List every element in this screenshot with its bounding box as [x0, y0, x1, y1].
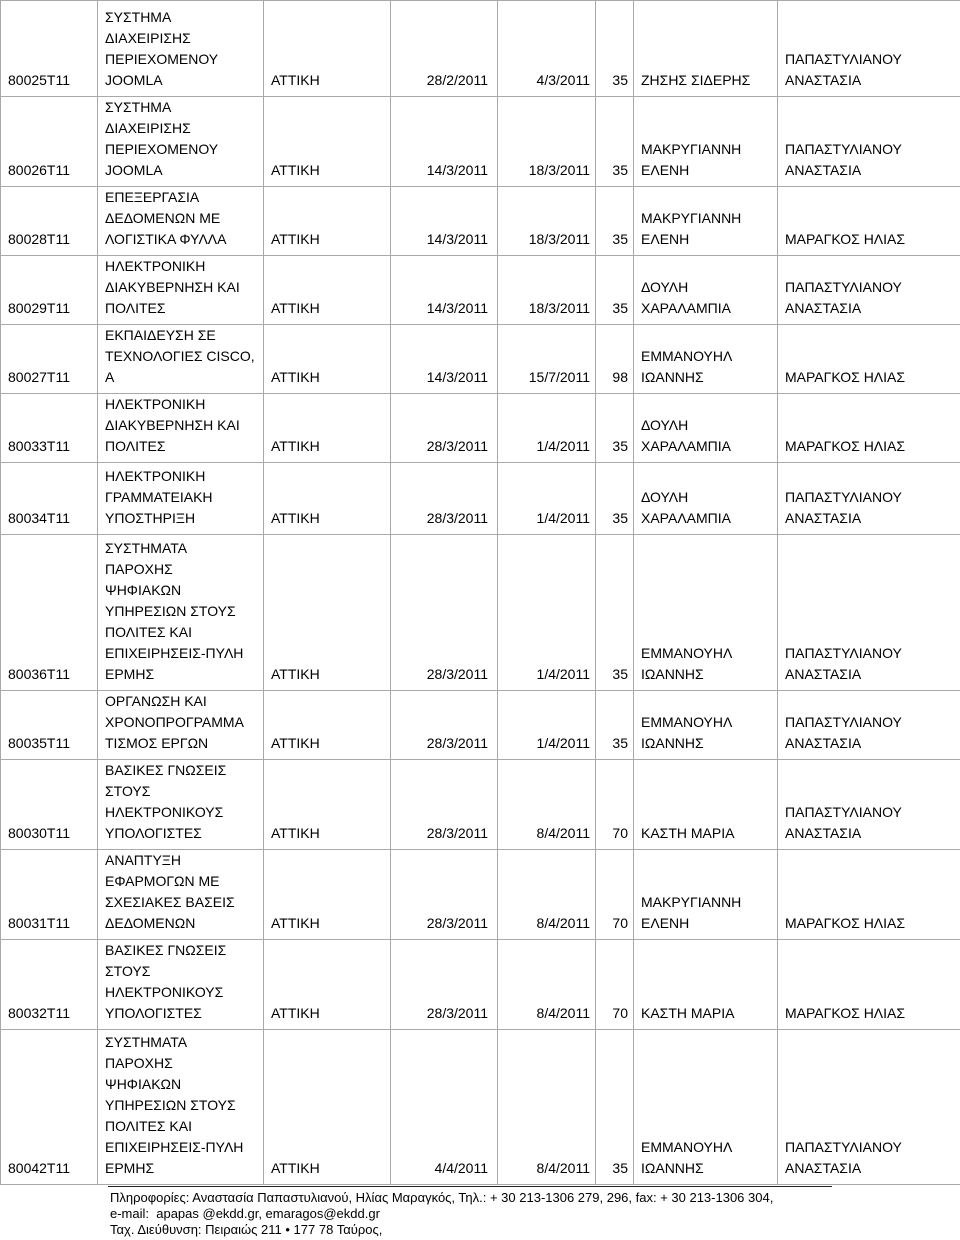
end-date-cell: 8/4/2011: [498, 850, 596, 940]
start-date-cell: 14/3/2011: [391, 256, 498, 325]
course-code-cell: 80035Τ11: [1, 691, 98, 760]
trainer-cell: ΔΟΥΛΗ ΧΑΡΑΛΑΜΠΙΑ: [634, 394, 778, 463]
trainer-cell: ΖΗΣΗΣ ΣΙΔΕΡΗΣ: [634, 1, 778, 97]
start-date-cell: 14/3/2011: [391, 187, 498, 256]
responsible-cell: ΠΑΠΑΣΤΥΛΙΑΝΟΥ ΑΝΑΣΤΑΣΙΑ: [778, 1030, 960, 1185]
table-row: [1, 463, 960, 535]
start-date-cell: 14/3/2011: [391, 325, 498, 394]
start-date-cell: 28/3/2011: [391, 850, 498, 940]
region-cell: ΑΤΤΙΚΗ: [264, 691, 391, 760]
trainer-cell: ΚΑΣΤΗ ΜΑΡΙΑ: [634, 940, 778, 1030]
responsible-cell: ΜΑΡΑΓΚΟΣ ΗΛΙΑΣ: [778, 850, 960, 940]
region-cell: ΑΤΤΙΚΗ: [264, 850, 391, 940]
table-row: [1, 256, 960, 325]
trainer-cell: ΕΜΜΑΝΟΥΗΛ ΙΩΑΝΝΗΣ: [634, 691, 778, 760]
region-cell: ΑΤΤΙΚΗ: [264, 463, 391, 535]
responsible-cell: ΠΑΠΑΣΤΥΛΙΑΝΟΥ ΑΝΑΣΤΑΣΙΑ: [778, 760, 960, 850]
table-row: [1, 535, 960, 691]
hours-cell: 35: [596, 187, 634, 256]
table-row: [1, 325, 960, 394]
footer-email-line: e-mail: apapas @ekdd.gr, emaragos@ekdd.gr: [110, 1206, 380, 1221]
course-code-cell: 80034Τ11: [1, 463, 98, 535]
table-row: [1, 97, 960, 187]
table-row: [1, 691, 960, 760]
end-date-cell: 8/4/2011: [498, 1030, 596, 1185]
course-code-cell: 80025Τ11: [1, 1, 98, 97]
trainer-cell: ΜΑΚΡΥΓΙΑΝΝΗ ΕΛΕΝΗ: [634, 97, 778, 187]
course-code-cell: 80042Τ11: [1, 1030, 98, 1185]
start-date-cell: 14/3/2011: [391, 97, 498, 187]
hours-cell: 35: [596, 535, 634, 691]
table-row: [1, 187, 960, 256]
course-title-cell: ΣΥΣΤΗΜΑ ΔΙΑΧΕΙΡΙΣΗΣ ΠΕΡΙΕΧΟΜΕΝΟΥ JOOMLA: [98, 97, 264, 187]
start-date-cell: 4/4/2011: [391, 1030, 498, 1185]
responsible-cell: ΜΑΡΑΓΚΟΣ ΗΛΙΑΣ: [778, 187, 960, 256]
start-date-cell: 28/3/2011: [391, 691, 498, 760]
end-date-cell: 1/4/2011: [498, 463, 596, 535]
region-cell: ΑΤΤΙΚΗ: [264, 1, 391, 97]
table-row: [1, 394, 960, 463]
trainer-cell: ΜΑΚΡΥΓΙΑΝΝΗ ΕΛΕΝΗ: [634, 850, 778, 940]
end-date-cell: 18/3/2011: [498, 97, 596, 187]
start-date-cell: 28/3/2011: [391, 394, 498, 463]
region-cell: ΑΤΤΙΚΗ: [264, 535, 391, 691]
course-code-cell: 80029Τ11: [1, 256, 98, 325]
course-title-cell: ΟΡΓΑΝΩΣΗ ΚΑΙ ΧΡΟΝΟΠΡΟΓΡΑΜΜΑ ΤΙΣΜΟΣ ΕΡΓΩΝ: [98, 691, 264, 760]
responsible-cell: ΠΑΠΑΣΤΥΛΙΑΝΟΥ ΑΝΑΣΤΑΣΙΑ: [778, 691, 960, 760]
hours-cell: 35: [596, 1030, 634, 1185]
end-date-cell: 8/4/2011: [498, 760, 596, 850]
hours-cell: 70: [596, 850, 634, 940]
end-date-cell: 1/4/2011: [498, 691, 596, 760]
course-title-cell: ΑΝΑΠΤΥΞΗ ΕΦΑΡΜΟΓΩΝ ΜΕ ΣΧΕΣΙΑΚΕΣ ΒΑΣΕΙΣ ΔΕΔΟΜΕΝΩΝ: [98, 850, 264, 940]
start-date-cell: 28/3/2011: [391, 463, 498, 535]
table-row: [1, 1030, 960, 1185]
hours-cell: 70: [596, 940, 634, 1030]
start-date-cell: 28/3/2011: [391, 760, 498, 850]
table-row: [1, 760, 960, 850]
course-title-cell: ΒΑΣΙΚΕΣ ΓΝΩΣΕΙΣ ΣΤΟΥΣ ΗΛΕΚΤΡΟΝΙΚΟΥΣ ΥΠΟΛΟΓΙΣΤΕΣ: [98, 760, 264, 850]
course-title-cell: ΣΥΣΤΗΜΑΤΑ ΠΑΡΟΧΗΣ ΨΗΦΙΑΚΩΝ ΥΠΗΡΕΣΙΩΝ ΣΤΟΥΣ ΠΟΛΙΤΕΣ ΚΑΙ ΕΠΙΧΕΙΡΗΣΕΙΣ-ΠΥΛΗ ΕΡΜΗΣ: [98, 535, 264, 691]
trainer-cell: ΕΜΜΑΝΟΥΗΛ ΙΩΑΝΝΗΣ: [634, 535, 778, 691]
responsible-cell: ΜΑΡΑΓΚΟΣ ΗΛΙΑΣ: [778, 940, 960, 1030]
hours-cell: 35: [596, 256, 634, 325]
region-cell: ΑΤΤΙΚΗ: [264, 940, 391, 1030]
region-cell: ΑΤΤΙΚΗ: [264, 325, 391, 394]
hours-cell: 98: [596, 325, 634, 394]
responsible-cell: ΜΑΡΑΓΚΟΣ ΗΛΙΑΣ: [778, 394, 960, 463]
hours-cell: 35: [596, 97, 634, 187]
course-title-cell: ΕΚΠΑΙΔΕΥΣΗ ΣΕ ΤΕΧΝΟΛΟΓΙΕΣ CISCO, A: [98, 325, 264, 394]
footer-address-line: Ταχ. Διεύθυνση: Πειραιώς 211 • 177 78 Ταύρος,: [110, 1222, 383, 1237]
course-code-cell: 80031Τ11: [1, 850, 98, 940]
responsible-cell: ΠΑΠΑΣΤΥΛΙΑΝΟΥ ΑΝΑΣΤΑΣΙΑ: [778, 463, 960, 535]
course-code-cell: 80033Τ11: [1, 394, 98, 463]
end-date-cell: 18/3/2011: [498, 187, 596, 256]
trainer-cell: ΔΟΥΛΗ ΧΑΡΑΛΑΜΠΙΑ: [634, 463, 778, 535]
trainer-cell: ΚΑΣΤΗ ΜΑΡΙΑ: [634, 760, 778, 850]
course-code-cell: 80036Τ11: [1, 535, 98, 691]
region-cell: ΑΤΤΙΚΗ: [264, 187, 391, 256]
end-date-cell: 18/3/2011: [498, 256, 596, 325]
region-cell: ΑΤΤΙΚΗ: [264, 256, 391, 325]
trainer-cell: ΜΑΚΡΥΓΙΑΝΝΗ ΕΛΕΝΗ: [634, 187, 778, 256]
footer-contact-info: [108, 1186, 832, 1238]
hours-cell: 70: [596, 760, 634, 850]
responsible-cell: ΠΑΠΑΣΤΥΛΙΑΝΟΥ ΑΝΑΣΤΑΣΙΑ: [778, 535, 960, 691]
end-date-cell: 15/7/2011: [498, 325, 596, 394]
course-code-cell: 80026Τ11: [1, 97, 98, 187]
hours-cell: 35: [596, 394, 634, 463]
start-date-cell: 28/3/2011: [391, 940, 498, 1030]
responsible-cell: ΠΑΠΑΣΤΥΛΙΑΝΟΥ ΑΝΑΣΤΑΣΙΑ: [778, 1, 960, 97]
course-title-cell: ΒΑΣΙΚΕΣ ΓΝΩΣΕΙΣ ΣΤΟΥΣ ΗΛΕΚΤΡΟΝΙΚΟΥΣ ΥΠΟΛΟΓΙΣΤΕΣ: [98, 940, 264, 1030]
start-date-cell: 28/3/2011: [391, 535, 498, 691]
end-date-cell: 8/4/2011: [498, 940, 596, 1030]
course-code-cell: 80030Τ11: [1, 760, 98, 850]
table-row: [1, 940, 960, 1030]
hours-cell: 35: [596, 691, 634, 760]
end-date-cell: 4/3/2011: [498, 1, 596, 97]
hours-cell: 35: [596, 463, 634, 535]
footer-contacts-line: Πληροφορίες: Αναστασία Παπαστυλιανού, Ηλίας Μαραγκός, Τηλ.: + 30 213-1306 279, 296, fax: + 30 213-1306 304,: [110, 1190, 774, 1205]
table-row: [1, 1, 960, 97]
trainer-cell: ΕΜΜΑΝΟΥΗΛ ΙΩΑΝΝΗΣ: [634, 325, 778, 394]
course-code-cell: 80027Τ11: [1, 325, 98, 394]
region-cell: ΑΤΤΙΚΗ: [264, 760, 391, 850]
hours-cell: 35: [596, 1, 634, 97]
table-body: [1, 1, 960, 1185]
responsible-cell: ΠΑΠΑΣΤΥΛΙΑΝΟΥ ΑΝΑΣΤΑΣΙΑ: [778, 97, 960, 187]
course-code-cell: 80032Τ11: [1, 940, 98, 1030]
region-cell: ΑΤΤΙΚΗ: [264, 394, 391, 463]
course-title-cell: ΗΛΕΚΤΡΟΝΙΚΗ ΔΙΑΚΥΒΕΡΝΗΣΗ ΚΑΙ ΠΟΛΙΤΕΣ: [98, 394, 264, 463]
course-code-cell: 80028Τ11: [1, 187, 98, 256]
course-title-cell: ΕΠΕΞΕΡΓΑΣΙΑ ΔΕΔΟΜΕΝΩΝ ΜΕ ΛΟΓΙΣΤΙΚΑ ΦΥΛΛΑ: [98, 187, 264, 256]
region-cell: ΑΤΤΙΚΗ: [264, 1030, 391, 1185]
region-cell: ΑΤΤΙΚΗ: [264, 97, 391, 187]
responsible-cell: ΜΑΡΑΓΚΟΣ ΗΛΙΑΣ: [778, 325, 960, 394]
course-title-cell: ΗΛΕΚΤΡΟΝΙΚΗ ΔΙΑΚΥΒΕΡΝΗΣΗ ΚΑΙ ΠΟΛΙΤΕΣ: [98, 256, 264, 325]
end-date-cell: 1/4/2011: [498, 535, 596, 691]
course-title-cell: ΣΥΣΤΗΜΑΤΑ ΠΑΡΟΧΗΣ ΨΗΦΙΑΚΩΝ ΥΠΗΡΕΣΙΩΝ ΣΤΟΥΣ ΠΟΛΙΤΕΣ ΚΑΙ ΕΠΙΧΕΙΡΗΣΕΙΣ-ΠΥΛΗ ΕΡΜΗΣ: [98, 1030, 264, 1185]
trainer-cell: ΕΜΜΑΝΟΥΗΛ ΙΩΑΝΝΗΣ: [634, 1030, 778, 1185]
responsible-cell: ΠΑΠΑΣΤΥΛΙΑΝΟΥ ΑΝΑΣΤΑΣΙΑ: [778, 256, 960, 325]
start-date-cell: 28/2/2011: [391, 1, 498, 97]
table-row: [1, 850, 960, 940]
end-date-cell: 1/4/2011: [498, 394, 596, 463]
course-title-cell: ΣΥΣΤΗΜΑ ΔΙΑΧΕΙΡΙΣΗΣ ΠΕΡΙΕΧΟΜΕΝΟΥ JOOMLA: [98, 1, 264, 97]
trainer-cell: ΔΟΥΛΗ ΧΑΡΑΛΑΜΠΙΑ: [634, 256, 778, 325]
course-title-cell: ΗΛΕΚΤΡΟΝΙΚΗ ΓΡΑΜΜΑΤΕΙΑΚΗ ΥΠΟΣΤΗΡΙΞΗ: [98, 463, 264, 535]
